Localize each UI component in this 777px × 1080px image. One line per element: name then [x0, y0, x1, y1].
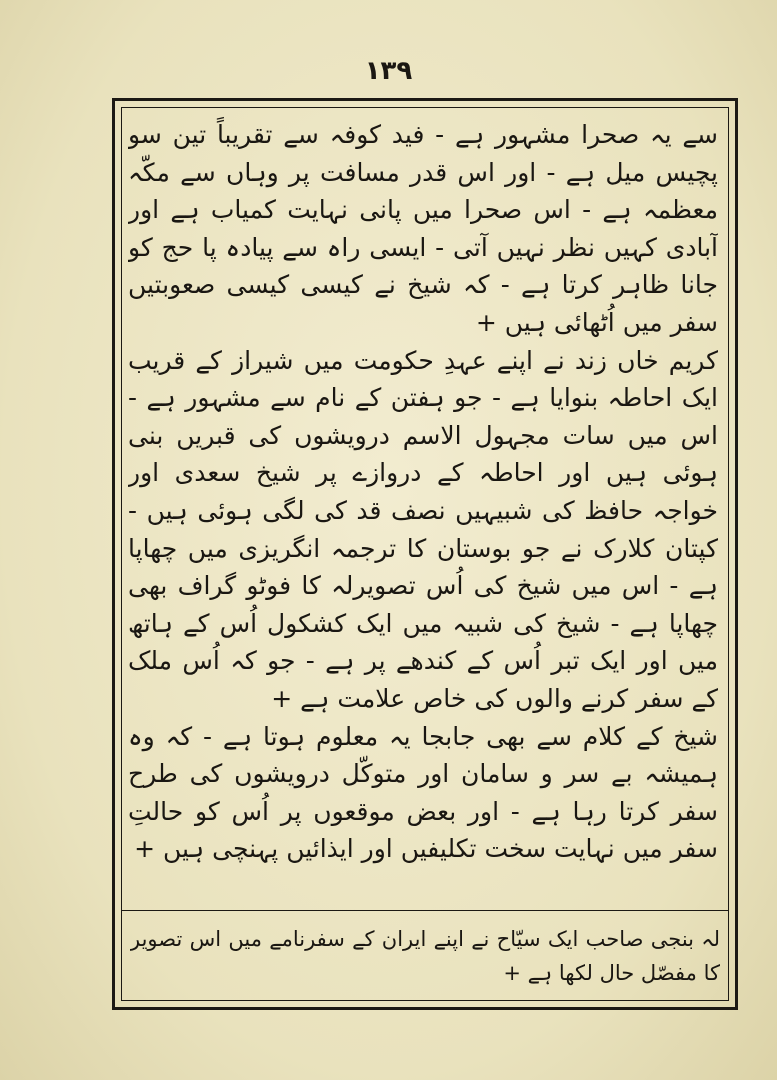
paragraph-3: شیخ کے کلام سے بھی جابجا یہ معلوم ہوتا ہے - کہ وہ ہمیشہ بے سر و سامان اور متوکّل درویشوں کی طرح سفر کرتا رہا ہے - اور بعض موقعوں پر اُس کو حالتِ سفر میں نہایت سخت تکلیفیں اور ایذائیں پہنچی ہیں + [128, 721, 718, 864]
paragraph-1: سے یہ صحرا مشہور ہے - فید کوفہ سے تقریباً تین سو پچیس میل ہے - اور اس قدر مسافت پر وہاں سے مکّہ معظمہ ہے - اس صحرا میں پانی نہایت کمیاب ہے اور آبادی کہیں نظر نہیں آتی - ایسی راہ سے پیادہ پا حج کو جانا ظاہر کرتا ہے - کہ شیخ نے کیسی کیسی صعوبتیں سفر میں اُٹھائی ہیں + [128, 120, 718, 337]
paragraph-2: کریم خاں زند نے اپنے عہدِ حکومت میں شیراز کے قریب ایک احاطہ بنوایا ہے - جو ہفتن کے نام سے مشہور ہے - اس میں سات مجہول الاسم درویشوں کی قبریں بنی ہوئی ہیں اور احاطہ کے دروازے پر شیخ سعدی اور خواجہ حافظ کی شبیہیں نصف قد کی لگی ہوئی ہیں - کپتان کلارک نے جو بوستان کا ترجمہ انگریزی میں چھاپا ہے - اس میں شیخ کی اُس تصویرلہ کا فوٹو گراف بھی چھاپا ہے - شیخ کی شبیہ میں ایک کشکول اُس کے ہاتھ میں اور ایک تبر اُس کے کندھے پر ہے - جو کہ اُس ملک کے سفر کرنے والوں کی خاص علامت ہے + [128, 345, 718, 713]
footnote: لہ بنجی صاحب ایک سیّاح نے اپنے ایران کے سفرنامے میں اس تصویر کا مفصّل حال لکھا ہے + [130, 927, 720, 985]
page-number: ۱۳۹ [364, 56, 413, 86]
main-text [128, 116, 718, 906]
footnote-divider [121, 910, 729, 911]
